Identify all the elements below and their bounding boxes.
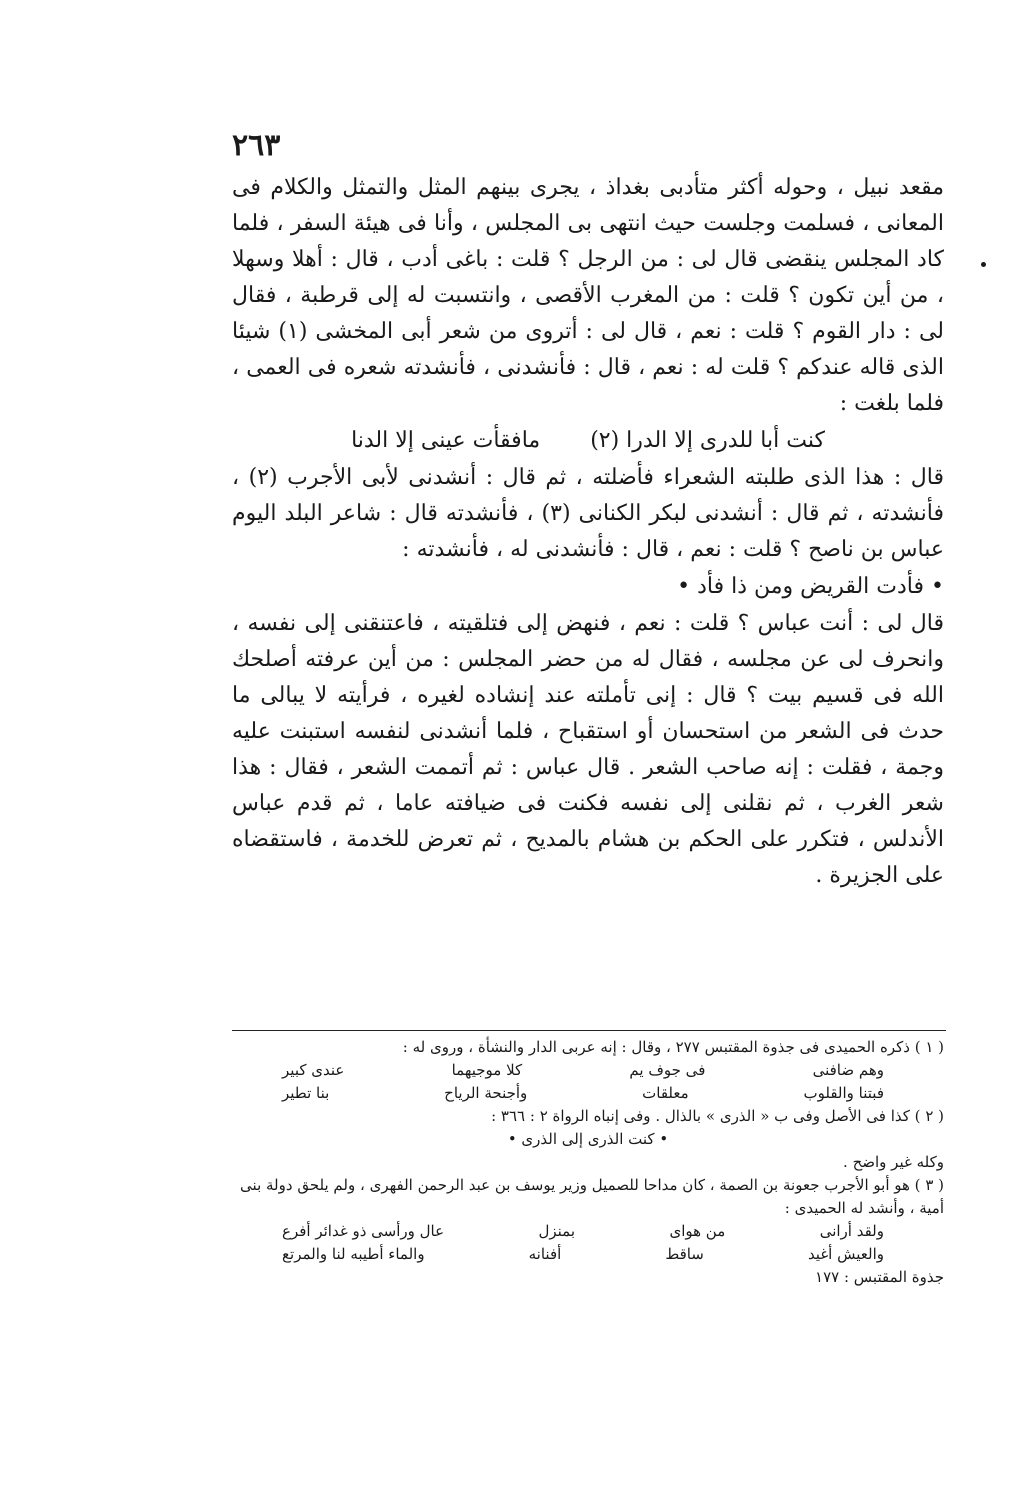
fn-verse-part: والعيش أغيد	[807, 1245, 884, 1263]
verse-2: • فأدت القريض ومن ذا فأد •	[677, 574, 944, 599]
footnote-2-verse: • كنت الذرى إلى الذرى •	[507, 1130, 669, 1148]
footnote-3-reference: جذوة المقتبس : ١٧٧	[815, 1268, 944, 1286]
footnote-1-intro: ( ١ ) ذكره الحميدى فى جذوة المقتبس ٢٧٧ ، وقال : إنه عربى الدار والنشأة ، وروى له :	[402, 1038, 944, 1056]
fn-verse-part: بمنزل	[538, 1222, 576, 1240]
fn-verse-part: وهم ضافنى	[812, 1061, 884, 1079]
fn-verse-part: من هواى	[669, 1222, 726, 1240]
footnote-divider	[232, 1030, 946, 1031]
margin-dot	[981, 262, 986, 267]
fn-verse-part: والماء أطيبه لنا والمرتع	[282, 1245, 425, 1263]
footnotes	[232, 1036, 944, 1289]
paragraph-1: مقعد نبيل ، وحوله أكثر متأدبى بغداذ ، يجرى بينهم المثل والتمثل والكلام فى المعانى ، فسلمت وجلست حيث انتهى بى المجلس ، وأنا فى هيئة السفر ، فلما كاد المجلس ينقضى قال لى : من الرجل ؟ قلت : باغى أدب ، قال : أهلا وسهلا ، من أين تكون ؟ قلت : من المغرب الأقصى ، وانتسبت له إلى قرطبة ، فقال لى : دار القوم ؟ قلت : نعم ، قال لى : أتروى من شعر أبى المخشى (١) شيئا الذى قاله عندكم ؟ قلت له : نعم ، قال : فأنشدنى ، فأنشدته شعره فى العمى ، فلما بلغت :	[232, 175, 944, 416]
verse-1-hemistich-2: مافقأت عينى إلا الدنا	[351, 428, 541, 453]
fn-verse-part: أفنانه	[528, 1245, 562, 1263]
fn-verse-part: ولقد أرانى	[819, 1222, 884, 1240]
fn-verse-part: ساقط	[665, 1245, 704, 1263]
footnote-1-verse-1	[232, 1059, 944, 1082]
footnote-2-note: وكله غير واضح .	[843, 1153, 944, 1171]
footnote-2-intro: ( ٢ ) كذا فى الأصل وفى ب « الذرى » بالذال . وفى إنباه الرواة ٢ : ٣٦٦ :	[491, 1107, 944, 1125]
footnote-3-intro: ( ٣ ) هو أبو الأجرب جعونة بن الصمة ، كان مداحا للصميل وزير يوسف بن عبد الرحمن الفهرى ، ولم يلحق دولة بنى أمية ، وأنشد له الحميدى :	[240, 1176, 944, 1217]
fn-verse-part: بنا تطير	[282, 1084, 330, 1102]
fn-verse-part: عال ورأسى ذو غدائر أفرع	[282, 1222, 445, 1240]
fn-verse-part: معلقات	[642, 1084, 689, 1102]
footnote-1-verse-2	[232, 1082, 944, 1105]
fn-verse-part: كلا موجيهما	[451, 1061, 523, 1079]
fn-verse-part: عندى كبير	[282, 1061, 345, 1079]
main-text	[232, 170, 944, 894]
fn-verse-part: فى جوف يم	[629, 1061, 706, 1079]
verse-1	[232, 422, 944, 460]
footnote-3-verse-1	[232, 1220, 944, 1243]
footnote-3-verse-2	[232, 1243, 944, 1266]
fn-verse-part: وأجنحة الرياح	[444, 1084, 528, 1102]
fn-verse-part: فبتنا والقلوب	[803, 1084, 884, 1102]
page-number: ٢٦٣	[232, 128, 281, 163]
verse-1-hemistich-1: كنت أبا للدرى إلا الدرا (٢)	[590, 428, 825, 453]
paragraph-3: قال لى : أنت عباس ؟ قلت : نعم ، فنهض إلى فتلقيته ، فاعتنقنى إلى نفسه ، وانحرف لى عن مجلسه ، فقال له من حضر المجلس : من أين عرفته أصلحك الله فى قسيم بيت ؟ قال : إنى تأملته عند إنشاده لغيره ، فرأيته لا يبالى ما حدث فى الشعر من استحسان أو استقباح ، فلما أنشدنى لنفسه استبنت عليه وجمة ، فقلت : إنه صاحب الشعر . قال عباس : ثم أتممت الشعر ، فقال : هذا شعر الغرب ، ثم نقلنى إلى نفسه فكنت فى ضيافته عاما ، ثم قدم عباس الأندلس ، فتكرر على الحكم بن هشام بالمديح ، ثم تعرض للخدمة ، فاستقضاه على الجزيرة .	[232, 611, 944, 888]
paragraph-2: قال : هذا الذى طلبته الشعراء فأضلته ، ثم قال : أنشدنى لأبى الأجرب (٢) ، فأنشدته ، ثم قال : أنشدنى لبكر الكنانى (٣) ، فأنشدته قال : شاعر البلد اليوم عباس بن ناصح ؟ قلت : نعم ، قال : فأنشدنى له ، فأنشدته :	[232, 465, 945, 562]
